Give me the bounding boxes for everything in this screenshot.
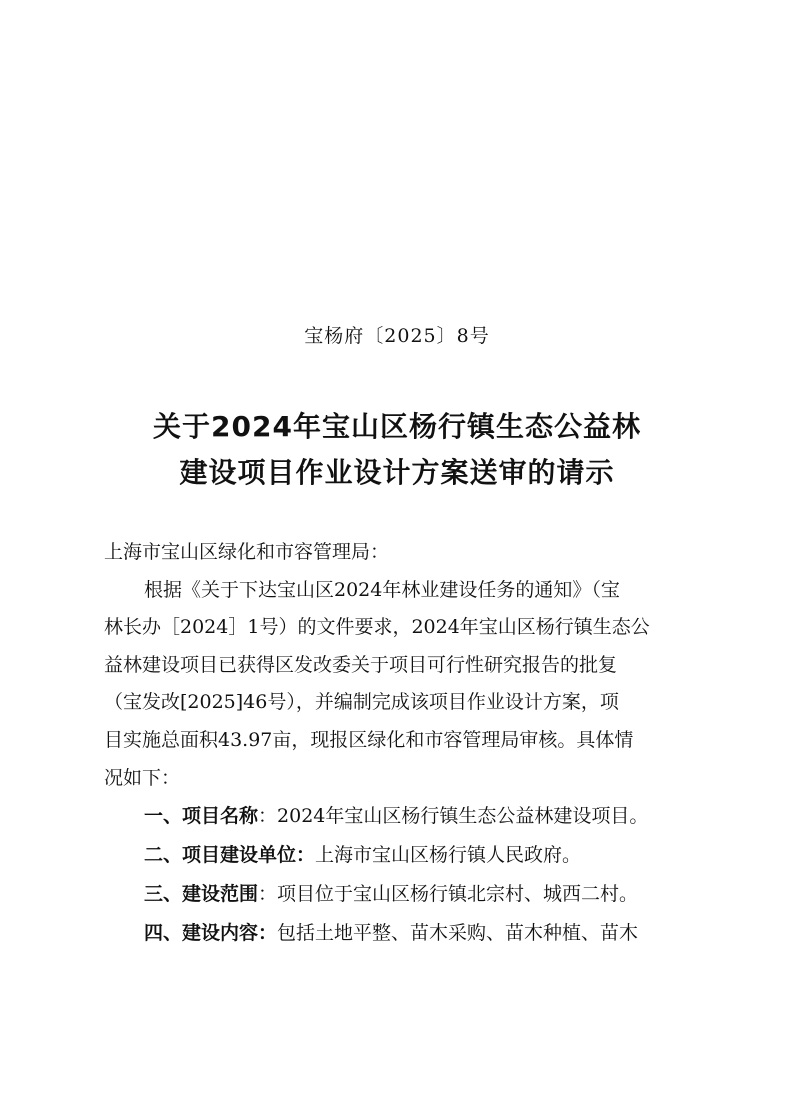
recipient: 上海市宝山区绿化和市容管理局： <box>104 541 390 563</box>
paragraph-line: 目实施总面积43.97亩，现报区绿化和市容管理局审核。具体情 <box>104 728 634 751</box>
paragraph-line: 林长办［2024］1号）的文件要求，2024年宝山区杨行镇生态公 <box>104 616 650 639</box>
item-label: 三、建设范围 <box>144 883 259 906</box>
item-separator: ： <box>258 805 278 828</box>
document-number: 宝杨府〔2025〕8号 <box>304 325 490 347</box>
item-construction-content <box>104 914 692 953</box>
item-text: 上海市宝山区杨行镇人民政府。 <box>315 844 582 867</box>
paragraph-line: （宝发改[2025]46号），并编制完成该项目作业设计方案，项 <box>104 691 619 714</box>
title-line-1: 关于2024年宝山区杨行镇生态公益林 <box>153 410 641 443</box>
item-label: 二、项目建设单位： <box>144 844 316 867</box>
item-label: 一、项目名称 <box>144 805 259 828</box>
paragraph-line: 根据《关于下达宝山区2024年林业建设任务的通知》（宝 <box>144 578 620 601</box>
document-body <box>104 534 692 953</box>
document-title <box>0 404 794 496</box>
item-text: 包括土地平整、苗木采购、苗木种植、苗木 <box>277 922 639 945</box>
item-label: 四、建设内容： <box>144 922 278 945</box>
item-text: 2024年宝山区杨行镇生态公益林建设项目。 <box>277 805 649 828</box>
item-project-name <box>104 797 692 836</box>
paragraph-line: 况如下： <box>104 766 181 789</box>
item-construction-scope <box>104 875 692 914</box>
title-line-2: 建设项目作业设计方案送审的请示 <box>179 456 615 489</box>
item-separator: ： <box>258 883 278 906</box>
item-construction-unit <box>104 836 692 875</box>
paragraph-line: 益林建设项目已获得区发改委关于项目可行性研究报告的批复 <box>104 653 618 676</box>
item-text: 项目位于宝山区杨行镇北宗村、城西二村。 <box>277 883 639 906</box>
main-paragraph <box>104 572 692 798</box>
